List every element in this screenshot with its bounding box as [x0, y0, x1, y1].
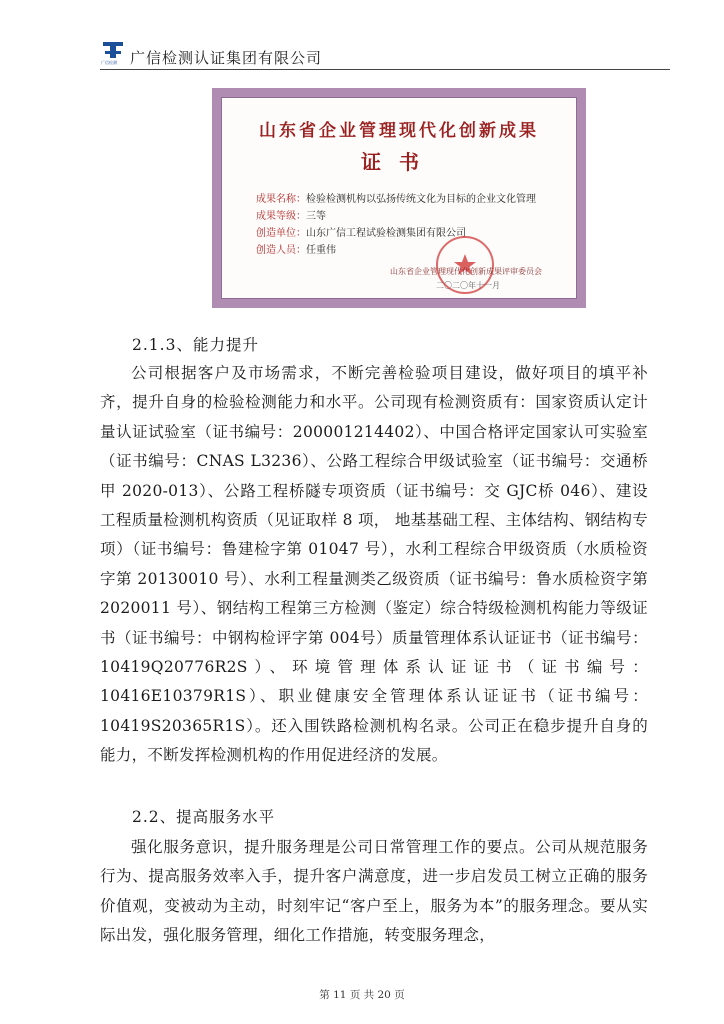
certificate-row: [256, 241, 336, 256]
section-paragraph: 强化服务意识，提升服务理是公司日常管理工作的要点。公司从规范服务行为、提高服务效率入手，提升客户满意度，进一步启发员工树立正确的服务价值观，变被动为主动，时刻牢记“客户至上，服务为本”的服务理念。要从实际出发，强化服务管理，细化工作措施，转变服务理念，: [100, 838, 648, 945]
page-header: [100, 38, 670, 70]
row-value: 任重伟: [306, 245, 336, 256]
logo-caption: 广信检测: [101, 60, 117, 65]
row-label: 创造人员：: [256, 245, 306, 256]
section-heading: 2.1.3、能力提升: [132, 336, 259, 354]
certificate-date: 二〇二〇年十一月: [436, 281, 500, 290]
page-number: 第 11 页 共 20 页: [319, 989, 405, 1001]
company-name: 广信检测认证集团有限公司: [130, 49, 323, 67]
row-value: 三等: [306, 211, 326, 222]
certificate-title: 山东省企业管理现代化创新成果: [259, 121, 539, 141]
row-value: 山东广信工程试验检测集团有限公司: [306, 228, 466, 239]
row-label: 创造单位：: [256, 228, 306, 239]
certificate-panel: [221, 97, 577, 299]
certificate-row: [256, 207, 326, 222]
header-divider: [100, 69, 670, 70]
certificate-subtitle: 证书: [361, 150, 437, 174]
certificate-issuer: 山东省企业管理现代化创新成果评审委员会: [390, 267, 542, 276]
section-heading: 2.2、提高服务水平: [132, 808, 276, 826]
certificate-image: [212, 88, 586, 308]
row-value: 检验检测机构以弘扬传统文化为目标的企业文化管理: [306, 194, 536, 205]
certificate-row: [256, 190, 536, 205]
row-label: 成果名称：: [256, 194, 306, 205]
row-label: 成果等级：: [256, 211, 306, 222]
section-paragraph: 公司根据客户及市场需求，不断完善检验项目建设，做好项目的填平补齐，提升自身的检验检测能力和水平。公司现有检测资质有：国家资质认定计量认证试验室（证书编号：200001214402）、中国合格评定国家认可实验室（证书编号：CNAS L3236）、公路工程综合甲级试验室（证书编号：交通桥甲 2020-013）、公路工程桥隧专项资质（证书编号：交 GJC桥 046）、建设工程质量检测机构资质（见证取样 8 项， 地基基础工程、主体结构、钢结构专项）（证书编号：鲁建检字第 01047 号），水利工程综合甲级资质（水质检资字第 20130010 号）、水利工程量测类乙级资质（证书编号：鲁水质检资字第 2020011 号）、钢结构工程第三方检测（鉴定）综合特级检测机构能力等级证书（证书编号：中钢构检评字第 004号）质量管理体系认证证书（证书编号：10419Q20776R2S）、环境管理体系认证证书（证书编号：10416E10379R1S）、职业健康安全管理体系认证证书（证书编号：10419S20365R1S）。还入围铁路检测机构名录。公司正在稳步提升自身的能力，不断发挥检测机构的作用促进经济的发展。: [100, 364, 648, 765]
